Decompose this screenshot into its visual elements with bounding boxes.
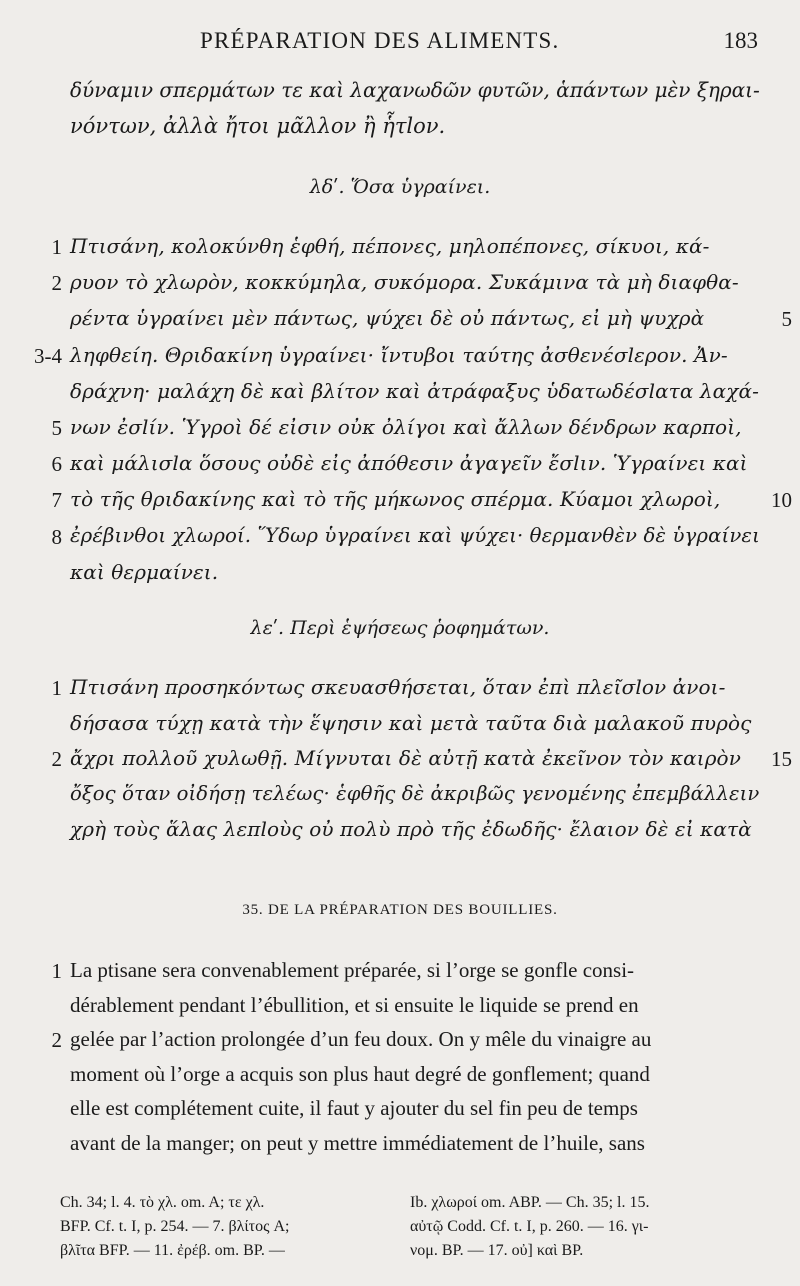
line-number-left: 1 (51, 959, 62, 983)
greek-34-line-text: νων ἐσlίν. Ὑγροὶ δέ εἰσιν οὐκ ὀλίγοι καὶ ἄλλων δένδρων καρποὶ, (70, 415, 742, 439)
footnote-line: βλῖτα BFP. — 11. ἐρέβ. om. BP. — (60, 1242, 285, 1259)
footnote-line: αὐτῷ Codd. Cf. t. I, p. 260. — 16. γι- (410, 1218, 649, 1235)
line-number-left: 1 (51, 235, 62, 259)
line-number-right: 5 (781, 307, 792, 332)
greek-35-line-text: χρὴ τοὺς ἅλας λεπlοὺς οὐ πολὺ πρὸ τῆς ἐδωδῆς· ἔλαιον δὲ εἰ κατὰ (70, 817, 752, 841)
french-line-text: avant de la manger; on peut y mettre immédiatement de l’huile, sans (70, 1131, 645, 1155)
line-number-right: 10 (771, 488, 792, 513)
greek-intro-line: νόντων, ἀλλὰ ἤτοι μᾶλλον ἢ ἧτlον. (70, 114, 446, 138)
greek-34-line-text: ἐρέβινθοι χλωροί. Ὕδωρ ὑγραίνει καὶ ψύχει· θερμανθὲν δὲ ὑγραίνει (70, 523, 760, 547)
line-number-left: 3-4 (34, 343, 62, 368)
running-head (0, 28, 800, 58)
french-line-text: La ptisane sera convenablement préparée, si l’orge se gonfle consi- (70, 958, 635, 982)
greek-intro-line: δύναμιν σπερμάτων τε καὶ λαχανωδῶν φυτῶν, ἁπάντων μὲν ξηραι- (70, 78, 760, 102)
greek-34-line-text: ληφθείη. Θριδακίνη ὑγραίνει· ἴντυβοι ταύτης ἀσθενέσlερον. Ἀν- (70, 342, 728, 367)
line-number-left: 7 (51, 488, 62, 513)
greek-34-line-text: ρέντα ὑγραίνει μὲν πάντως, ψύχει δὲ οὐ πάντως, εἰ μὴ ψυχρὰ (70, 306, 705, 331)
greek-35-line-text: ὄξος ὅταν οἰδήσῃ τελέως· ἑφθῆς δὲ ἀκριβῶς γενομένης ἐπεμβάλλειν (70, 781, 760, 805)
line-number-left: 6 (51, 452, 62, 477)
french-heading: 35. DE LA PRÉPARATION DES BOUILLIES. (242, 902, 558, 918)
greek-35-line-text: ἄχρι πολλοῦ χυλωθῇ. Μίγνυται δὲ αὐτῇ κατὰ ἐκεῖνον τὸν καιρὸν (70, 746, 741, 770)
line-number-right: 15 (771, 747, 792, 771)
line-number-left: 1 (51, 676, 62, 700)
french-line-text: dérablement pendant l’ébullition, et si ensuite le liquide se prend en (70, 992, 639, 1017)
greek-34-line-text: τὸ τῆς θριδακίνης καὶ τὸ τῆς μήκωνος σπέρμα. Κύαμοι χλωροὶ, (70, 487, 721, 512)
footnote-line: Ch. 34; l. 4. τὸ χλ. om. A; τε χλ. (60, 1194, 265, 1211)
french-line-text: gelée par l’action prolongée d’un feu doux. On y mêle du vinaigre au (70, 1027, 652, 1052)
line-number-left: 5 (51, 416, 62, 440)
french-line-text: elle est complétement cuite, il faut y ajouter du sel fin peu de temps (70, 1096, 638, 1121)
greek-34-line-text: ρυον τὸ χλωρὸν, κοκκύμηλα, συκόμορα. Συκάμινα τὰ μὴ διαφθα- (70, 270, 739, 295)
greek-34-line-text: δράχνη· μαλάχη δὲ καὶ βλίτον καὶ ἀτράφαξυς ὑδατωδέσlατα λαχά- (70, 378, 759, 403)
french-line-text: moment où l’orge a acquis son plus haut degré de gonflement; quand (70, 1061, 650, 1086)
line-number-left: 2 (51, 271, 62, 296)
greek-35-line-text: δήσασα τύχῃ κατὰ τὴν ἕψησιν καὶ μετὰ ταῦτα διὰ μαλακοῦ πυρὸς (70, 710, 752, 735)
greek-35-line-text: Πτισάνη προσηκόντως σκευασθήσεται, ὅταν ἐπὶ πλεῖσlον ἀνοι- (70, 675, 726, 699)
footnote-line: Ib. χλωροί om. ABP. — Ch. 35; l. 15. (410, 1194, 650, 1211)
line-number-left: 2 (51, 747, 62, 771)
greek-34-line-text: καὶ θερμαίνει. (70, 559, 219, 584)
page-number: 183 (723, 28, 758, 53)
footnote-line: BFP. Cf. t. I, p. 254. — 7. βλίτος A; (60, 1218, 290, 1235)
section-34-heading: λδʹ. Ὅσα ὑγραίνει. (309, 176, 491, 198)
line-number-left: 8 (51, 524, 62, 549)
footnote-line: νομ. BP. — 17. οὐ] καὶ BP. (410, 1242, 584, 1259)
section-35-heading: λεʹ. Περὶ ἑψήσεως ῥοφημάτων. (250, 617, 550, 639)
greek-34-line-text: καὶ μάλισlα ὅσους οὐδὲ εἰς ἀπόθεσιν ἀγαγεῖν ἔσlιν. Ὑγραίνει καὶ (70, 451, 748, 476)
line-number-left: 2 (51, 1028, 62, 1053)
running-title: PRÉPARATION DES ALIMENTS. (200, 28, 560, 53)
greek-34-line-text: Πτισάνη, κολοκύνθη ἑφθή, πέπονες, μηλοπέπονες, σίκυοι, κά- (70, 234, 710, 258)
